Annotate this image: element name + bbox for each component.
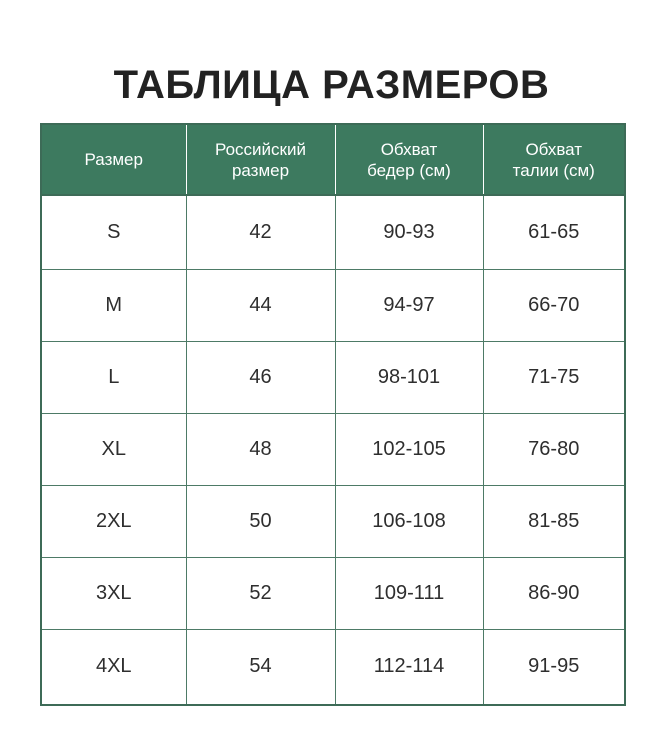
header-size: [41, 124, 186, 195]
cell-size: 3XL: [41, 557, 186, 629]
cell-russian-size: 46: [186, 341, 335, 413]
cell-size: L: [41, 341, 186, 413]
cell-russian-size: 48: [186, 413, 335, 485]
header-russian-size-line2: размер: [231, 160, 290, 180]
header-waist-girth-line2: талии (см): [512, 160, 595, 180]
cell-waist-girth: 91-95: [528, 655, 580, 678]
cell-waist-girth: 66-70: [483, 269, 625, 341]
cell-waist-girth: 86-90: [483, 557, 625, 629]
header-hip-girth: [335, 124, 483, 195]
table-row: [41, 269, 625, 341]
cell-russian-size: 54: [186, 629, 335, 705]
cell-hip-girth: 109-111: [335, 557, 483, 629]
cell-size: 4XL: [41, 629, 186, 705]
cell-russian-size: 44: [186, 269, 335, 341]
table-row: [41, 485, 625, 557]
cell-hip-girth: 94-97: [335, 269, 483, 341]
header-waist-girth-line1: Обхват: [525, 139, 583, 159]
size-chart-table: [40, 123, 626, 706]
cell-size: S: [41, 195, 186, 269]
cell-hip-girth: 112-114: [335, 629, 483, 705]
header-russian-size: [186, 124, 335, 195]
cell-hip-girth: 98-101: [335, 341, 483, 413]
cell-hip-girth: 102-105: [335, 413, 483, 485]
cell-waist-girth: 81-85: [483, 485, 625, 557]
header-hip-girth-line1: Обхват: [380, 139, 438, 159]
header-hip-girth-line2: бедер (см): [367, 160, 451, 180]
header-size-label: Размер: [84, 150, 143, 169]
cell-hip-girth: 90-93: [335, 195, 483, 269]
cell-russian-size: 52: [186, 557, 335, 629]
cell-size: XL: [41, 413, 186, 485]
table-row: [41, 413, 625, 485]
table-row: [41, 557, 625, 629]
cell-russian-size: 50: [186, 485, 335, 557]
table-row: [41, 195, 625, 269]
cell-hip-girth: 106-108: [335, 485, 483, 557]
header-waist-girth: [483, 124, 625, 195]
table-row: [41, 629, 625, 705]
page-title: ТАБЛИЦА РАЗМЕРОВ: [113, 62, 550, 107]
cell-waist-girth: 61-65: [483, 195, 625, 269]
cell-russian-size: 42: [186, 195, 335, 269]
cell-waist-girth: 76-80: [483, 413, 625, 485]
table-header-row: [41, 124, 625, 195]
header-russian-size-line1: Российский: [215, 139, 306, 159]
cell-size: 2XL: [41, 485, 186, 557]
table-row: [41, 341, 625, 413]
cell-waist-girth: 71-75: [483, 341, 625, 413]
cell-size: M: [41, 269, 186, 341]
